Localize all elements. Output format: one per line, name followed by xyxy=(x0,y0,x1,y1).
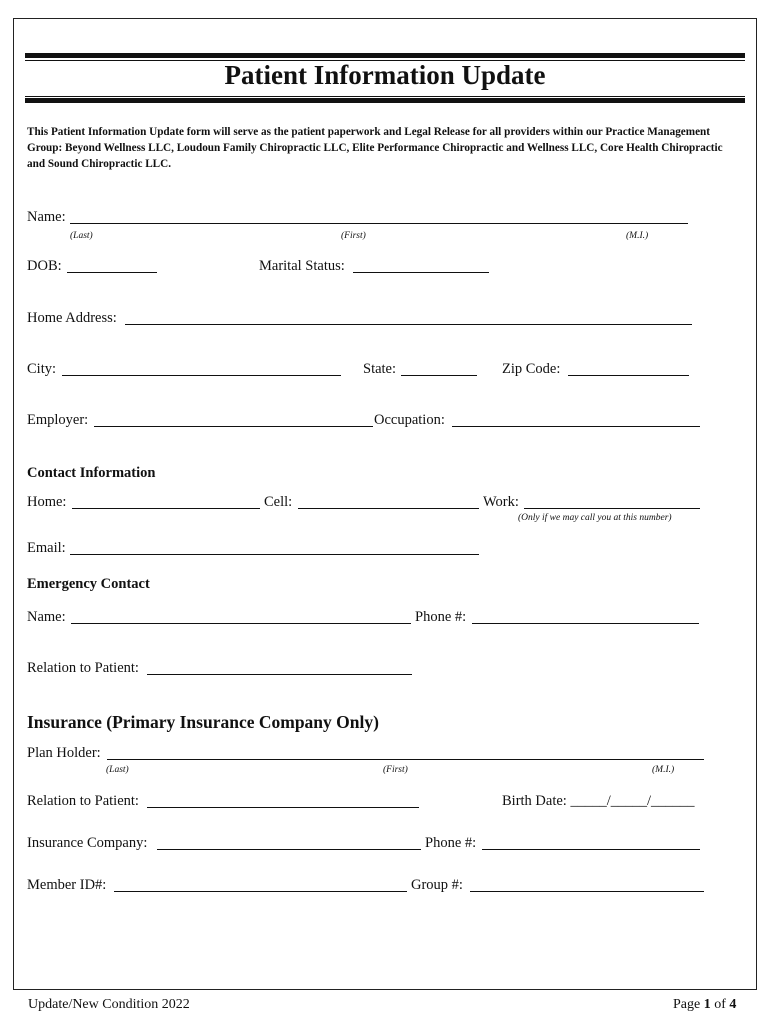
emergency-relation-label: Relation to Patient: xyxy=(27,660,139,676)
page-current: 1 xyxy=(703,997,711,1012)
title-rule-bottom-thin xyxy=(25,96,745,97)
plan-holder-field[interactable] xyxy=(107,759,704,760)
state-label: State: xyxy=(363,361,397,377)
employer-label: Employer: xyxy=(27,412,89,428)
work-phone-field[interactable] xyxy=(524,508,700,509)
member-id-label: Member ID#: xyxy=(27,877,107,893)
plan-holder-first-sub: (First) xyxy=(383,765,408,775)
emergency-relation-field[interactable] xyxy=(147,674,412,675)
email-label: Email: xyxy=(27,540,66,556)
group-number-label: Group #: xyxy=(411,877,463,893)
title-rule-top xyxy=(25,53,745,58)
group-number-field[interactable] xyxy=(470,891,704,892)
name-mi-sub: (M.I.) xyxy=(626,231,649,241)
insurance-phone-label: Phone #: xyxy=(425,835,477,851)
page-number xyxy=(673,997,736,1013)
emergency-heading: Emergency Contact xyxy=(27,576,150,592)
page-title: Patient Information Update xyxy=(224,60,546,90)
work-phone-note: (Only if we may call you at this number) xyxy=(518,513,672,523)
name-last-sub: (Last) xyxy=(70,231,93,241)
name-first-sub: (First) xyxy=(341,231,366,241)
zip-code-label: Zip Code: xyxy=(502,361,561,377)
member-id-field[interactable] xyxy=(114,891,407,892)
insurance-company-field[interactable] xyxy=(157,849,421,850)
dob-label: DOB: xyxy=(27,258,62,274)
home-phone-field[interactable] xyxy=(72,508,260,509)
plan-holder-mi-sub: (M.I.) xyxy=(652,765,675,775)
employer-field[interactable] xyxy=(94,426,373,427)
marital-status-label: Marital Status: xyxy=(259,258,345,274)
cell-phone-label: Cell: xyxy=(264,494,293,510)
footer-form-name: Update/New Condition 2022 xyxy=(28,997,190,1012)
emergency-phone-label: Phone #: xyxy=(415,609,467,625)
emergency-name-label: Name: xyxy=(27,609,66,625)
intro-paragraph: This Patient Information Update form will serve as the patient paperwork and Legal Release for all providers within our Practice Management Group: Beyond Wellness LLC, Loudoun Family Chiropractic LLC, Elite Performance Chiropractic and Wellness LLC, Core Health Chiropractic and Sound Chiropractic LLC. xyxy=(27,126,723,170)
insurance-relation-label: Relation to Patient: xyxy=(27,793,139,809)
page-of: of xyxy=(710,997,730,1012)
dob-field[interactable] xyxy=(67,272,157,273)
occupation-field[interactable] xyxy=(452,426,700,427)
emergency-name-field[interactable] xyxy=(71,623,411,624)
occupation-label: Occupation: xyxy=(374,412,445,428)
home-address-label: Home Address: xyxy=(27,310,117,326)
home-address-field[interactable] xyxy=(125,324,692,325)
work-phone-label: Work: xyxy=(483,494,519,510)
zip-code-field[interactable] xyxy=(568,375,689,376)
name-label: Name: xyxy=(27,209,66,225)
cell-phone-field[interactable] xyxy=(298,508,479,509)
title-rule-bottom xyxy=(25,98,745,103)
marital-status-field[interactable] xyxy=(353,272,489,273)
insurance-company-label: Insurance Company: xyxy=(27,835,148,851)
plan-holder-label: Plan Holder: xyxy=(27,745,101,761)
email-field[interactable] xyxy=(70,554,479,555)
contact-heading: Contact Information xyxy=(27,465,156,481)
city-label: City: xyxy=(27,361,57,377)
home-phone-label: Home: xyxy=(27,494,67,510)
emergency-phone-field[interactable] xyxy=(472,623,699,624)
plan-holder-last-sub: (Last) xyxy=(106,765,129,775)
state-field[interactable] xyxy=(401,375,477,376)
insurance-heading: Insurance (Primary Insurance Company Only) xyxy=(27,712,379,732)
birth-date-field[interactable]: Birth Date: _____/_____/______ xyxy=(502,793,695,809)
page-prefix: Page xyxy=(673,997,704,1012)
insurance-phone-field[interactable] xyxy=(482,849,700,850)
insurance-relation-field[interactable] xyxy=(147,807,419,808)
page-total: 4 xyxy=(729,997,737,1012)
name-field[interactable] xyxy=(70,223,688,224)
city-field[interactable] xyxy=(62,375,341,376)
